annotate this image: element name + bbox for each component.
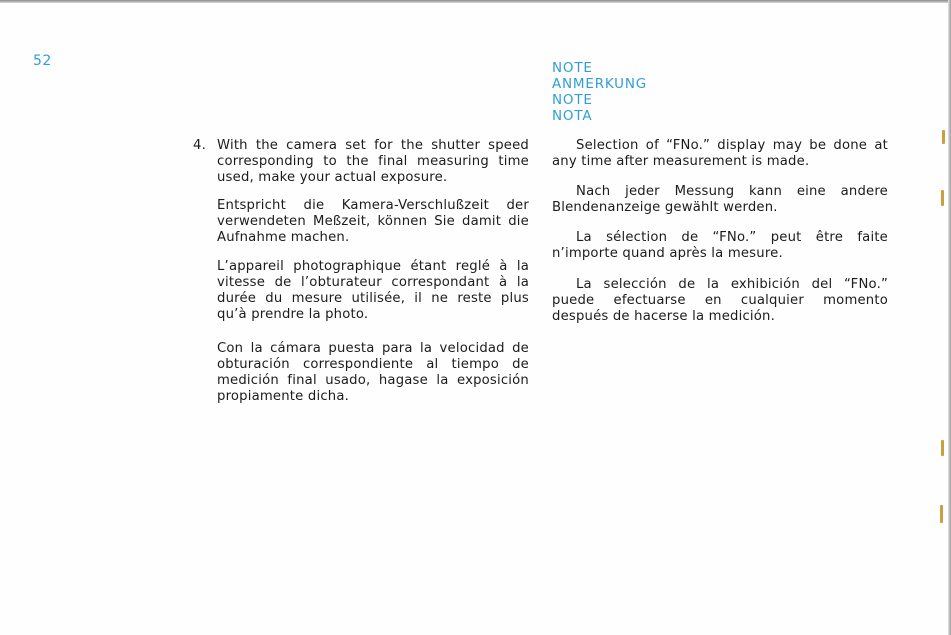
edge-tab-mark [942, 130, 945, 144]
step-text-fr: L’appareil photographique étant reglé à la vitesse de l’obturateur correspondant à la durée du mesure utilisée, il ne reste plus qu’à prendre la photo. [217, 259, 529, 322]
step-text-en: With the camera set for the shutter speed corresponding to the final measuring time used, make your actual exposure. [217, 138, 529, 185]
edge-tab-mark [941, 190, 944, 206]
note-text-es: La selección de la exhibición del “FNo.” puede efectuarse en cualquier momento después de hacerse la medición. [552, 277, 888, 324]
note-heading-fr: NOTE [552, 92, 593, 108]
note-heading-en: NOTE [552, 60, 593, 76]
page-number: 52 [33, 53, 52, 69]
step-text-es: Con la cámara puesta para la velocidad de obturación correspondiente al tiempo de medición final usado, hagase la exposición propiamente dicha. [217, 341, 529, 404]
step-number: 4. [193, 138, 206, 153]
edge-tab-mark [940, 505, 943, 523]
step-text-de: Entspricht die Kamera-Verschlußzeit der verwendeten Meßzeit, können Sie damit die Aufnahme machen. [217, 198, 529, 245]
note-text-fr: La sélection de “FNo.” peut être faite n’importe quand après la mesure. [552, 230, 888, 261]
step-column [193, 138, 529, 421]
page-top-edge [0, 0, 951, 3]
note-heading-es: NOTA [552, 108, 593, 124]
note-text-en: Selection of “FNo.” display may be done at any time after measurement is made. [552, 138, 888, 169]
note-text-de: Nach jeder Messung kann eine andere Blendenanzeige gewählt werden. [552, 184, 888, 215]
note-column [552, 138, 888, 339]
note-heading [552, 60, 647, 124]
note-heading-de: ANMERKUNG [552, 76, 648, 92]
edge-tab-mark [941, 440, 944, 456]
step-body [217, 138, 529, 405]
